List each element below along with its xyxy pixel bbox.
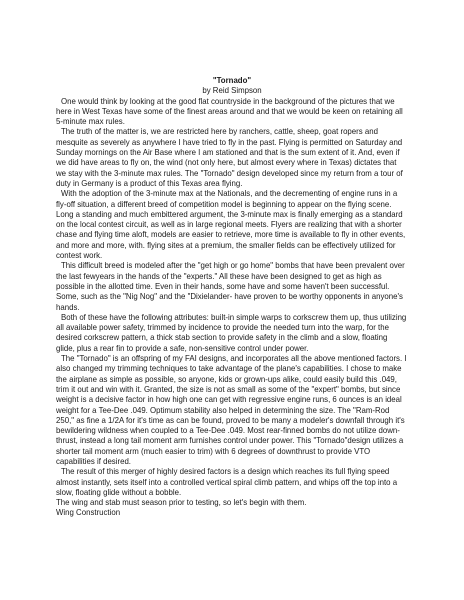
paragraph: With the adoption of the 3-minute max at the Nationals, and the decrementing of engine runs in a fly-off situation, a different breed of competition model is beginning to appear on the flying scene. xyxy=(56,189,398,209)
paragraph: The wing and stab must season prior to testing, so let's begin with them. xyxy=(56,498,307,508)
paragraph: This difficult breed is modeled after the "get high or go home" bombs that have been prevalent over the last fewyears in the hands of the "experts." All these have been designed to get as high as possible in the allotted time. Even in their hands, some have and some haven't been successful. Some, such as the "Nig Nog" and the "Dixielander- have proven to be worthy opponents in anyone's hands. xyxy=(56,261,405,312)
paragraph: Long a standing and much embittered argument, the 3-minute max is finally emerging as a standard on the local contest circuit, as well as in large regional meets. Flyers are realizing that with a shorter chase and flying time aloft, models are easier to retrieve, more time is available to fly in other events, and more and more, with. flying sites at a premium, the smaller fields can be effectively utilized for contest work. xyxy=(56,209,406,261)
article-byline: by Reid Simpson xyxy=(202,86,262,96)
paragraph: The result of this merger of highly desired factors is a design which reaches its full flying speed almost instantly, sets itself into a controlled vertical spiral climb pattern, and whips off the top into a slow, floating glide without a bobble. xyxy=(56,467,398,497)
document-page xyxy=(56,76,408,519)
paragraph: Both of these have the following attributes: built-in simple warps to corkscrew them up, thus utilizing all available power safety, trimmed by incidence to provide the needed turn into the warp, for the desired corkscrew pattern, a thick stab section to provide safety in the climb and a slow, floating glide, plus a rear fin to provide a safe, non-sensitive control under power. xyxy=(56,312,407,353)
paragraph: The "Tornado" is an offspring of my FAI designs, and incorporates all the above mentioned factors. I also changed my trimming techniques to take advantage of the plane's capabilities. I chose to make the airplane as simple as possible, so anyone, kids or grown-ups alike, could easily build this .049, trim it out and win with it. Granted, the size is not as small as some of the "expert" bombs, but since weight is a decisive factor in how high one can get with regressive engine runs, 6 ounces is an ideal weight for a Tee-Dee .049. Optimum stability also helped in determining the size. The "Ram-Rod 250," as fine a 1/2A for it's time as can be found, proved to be many a modeler's downfall through it's bewildering wildness when coupled to a Tee-Dee .049. Most rear-finned bombs do not utilize down-thrust, instead a long tail moment arm furnishes control under power. This "Tornado"design utilizes a shorter tail moment arm (much easier to trim) with 6 degrees of downthrust to provide VTO capabilities if desired. xyxy=(56,354,407,466)
paragraph: The truth of the matter is, we are restricted here by ranchers, cattle, sheep, goat ropers and mesquite as severely as anywhere I have tried to fly in the past. Flying is permitted on Saturday and Sunday mornings on the Air Base where I am stationed and that is the sum extent of it. And, even if we did have areas to fly on, the wind (not only here, but almost every where in Texas) dictates that we stay with the 3-minute max rules. The "Tornado" design developed since my return from a tour of duty in Germany is a product of this Texas area flying. xyxy=(56,127,403,188)
article-body xyxy=(56,97,408,519)
paragraph: One would think by looking at the good flat countryside in the background of the pictures that we here in West Texas have some of the finest areas around and that we would be keen on retaining all 5-minute max rules. xyxy=(56,96,403,127)
article-title: "Tornado" xyxy=(212,76,252,85)
paragraph: Wing Construction xyxy=(56,508,121,518)
